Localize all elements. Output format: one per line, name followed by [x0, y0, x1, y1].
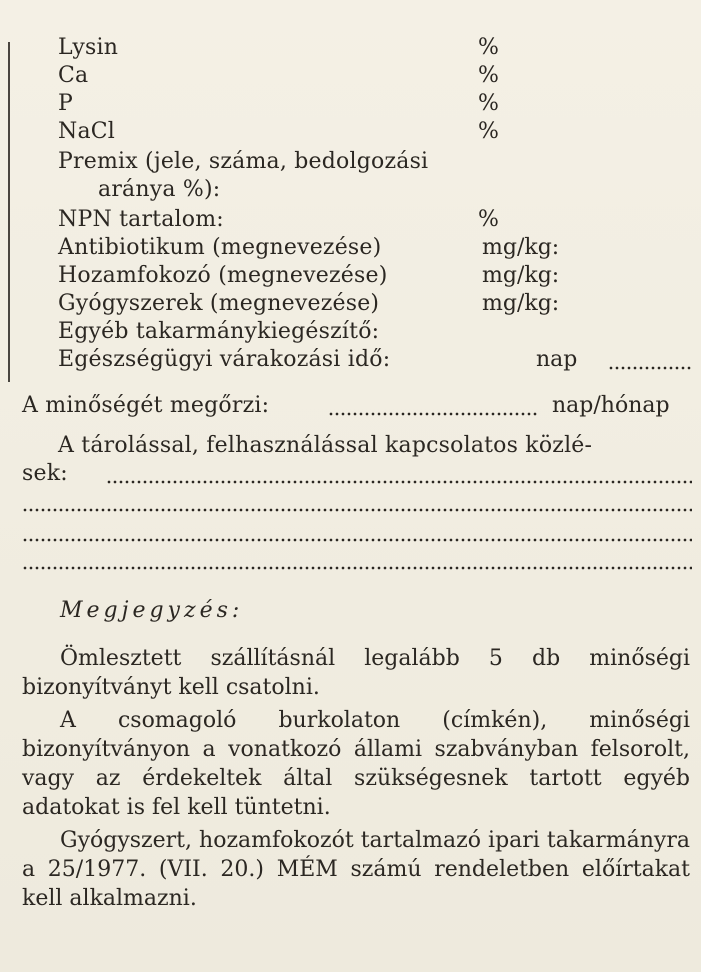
row-unit-growth-promoter: mg/kg: [482, 263, 560, 288]
row-label-p: P [58, 91, 74, 116]
row-unit-antibiotic: mg/kg: [482, 235, 560, 260]
row-label-premix: Premix (jele, száma, bedolgozási [58, 149, 429, 174]
note-paragraph-3 [22, 826, 690, 913]
storage-fill-line-2 [22, 508, 692, 512]
left-margin-rule [8, 42, 10, 382]
note-paragraph-1 [22, 644, 690, 702]
row-label-other-supplement: Egyéb takarmánykiegészítő: [58, 319, 380, 344]
storage-fill-line-4 [22, 566, 692, 570]
row-unit-lysin: % [478, 35, 499, 60]
row-label-growth-promoter: Hozamfokozó (megnevezése) [58, 263, 388, 288]
storage-fill-line-1 [106, 480, 692, 484]
row-label-premix-ratio: aránya %): [98, 177, 221, 202]
row-unit-withdrawal: nap [536, 347, 578, 372]
row-unit-p: % [478, 91, 499, 116]
withdrawal-fill-line [608, 366, 692, 370]
row-label-antibiotic: Antibiotikum (megnevezése) [58, 235, 382, 260]
note-paragraph-2-text: A csomagoló burkolaton (címkén), minőségi bizonyítványon a vonatkozó állami szabványban felsorolt, vagy az érdekeltek által szükségesnek tartott egyéb adatokat is fel kell tüntetni. [22, 708, 690, 820]
quality-unit: nap/hónap [552, 393, 670, 418]
quality-label: A minőségét megőrzi: [22, 393, 270, 418]
row-label-lysin: Lysin [58, 35, 119, 60]
note-paragraph-1-text: Ömlesztett szállításnál legalább 5 db minőségi bizonyítványt kell csatolni. [22, 646, 690, 700]
storage-label-line1: A tárolással, felhasználással kapcsolatos közlé- [58, 433, 593, 458]
row-unit-npn: % [478, 207, 499, 232]
row-label-ca: Ca [58, 63, 89, 88]
note-heading: Megjegyzés: [60, 598, 244, 623]
row-unit-nacl: % [478, 119, 499, 144]
row-label-withdrawal: Egészségügyi várakozási idő: [58, 347, 391, 372]
row-label-drugs: Gyógyszerek (megnevezése) [58, 291, 380, 316]
row-unit-ca: % [478, 63, 499, 88]
note-paragraph-2 [22, 706, 690, 822]
row-unit-drugs: mg/kg: [482, 291, 560, 316]
storage-label-line2: sek: [22, 461, 68, 486]
row-label-npn: NPN tartalom: [58, 207, 224, 232]
note-paragraph-3-text: Gyógyszert, hozamfokozót tartalmazó ipari takarmányra a 25/1977. (VII. 20.) MÉM számú rendeletben előírtakat kell alkalmazni. [22, 828, 690, 911]
storage-fill-line-3 [22, 538, 692, 542]
row-label-nacl: NaCl [58, 119, 116, 144]
quality-fill-line [328, 412, 538, 416]
